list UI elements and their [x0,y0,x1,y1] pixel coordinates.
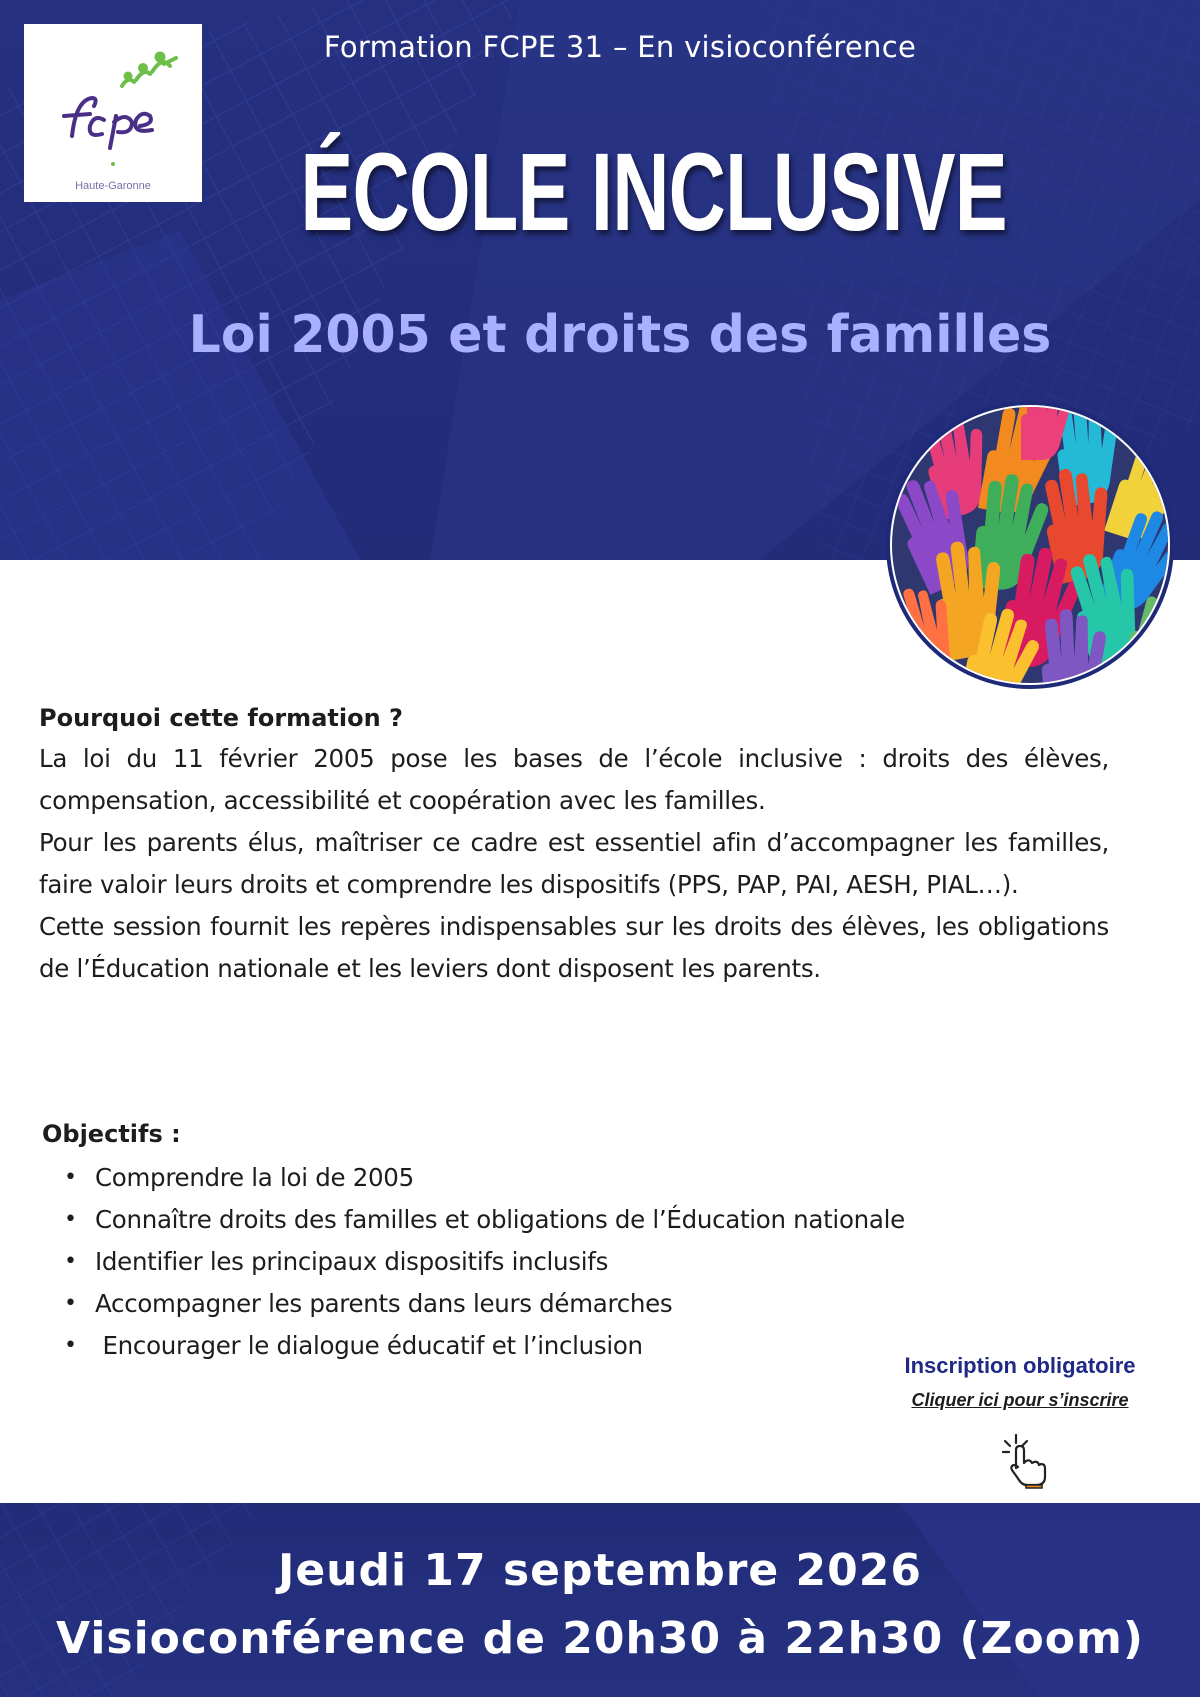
event-time: Visioconférence de 20h30 à 22h30 (Zoom) [56,1613,1144,1664]
registration-block [860,1350,1180,1411]
why-heading: Pourquoi cette formation ? [39,704,403,732]
objective-item [42,1199,1042,1241]
register-link[interactable]: Cliquer ici pour s’inscrire [911,1390,1129,1410]
pointing-hand-click-icon[interactable] [1002,1433,1064,1489]
event-date: Jeudi 17 septembre 2026 [277,1545,923,1596]
why-section [39,698,1109,990]
why-paragraph: Cette session fournit les repères indispensables sur les droits des élèves, les obligations de l’Éducation nationale et les leviers dont disposent les parents. [39,912,1109,983]
objective-text: Comprendre la loi de 2005 [95,1163,414,1192]
objective-text: Connaître droits des familles et obligations de l’Éducation nationale [95,1205,905,1234]
objectives-heading: Objectifs : [42,1120,181,1148]
bullet-icon: • [64,1249,77,1274]
fcpe-logo [24,24,202,202]
logo-region-label: Haute-Garonne [75,180,151,192]
bullet-icon: • [64,1333,77,1358]
objective-item [42,1283,1042,1325]
page-title: ÉCOLE INCLUSIVE [300,131,1007,254]
objective-item [42,1241,1042,1283]
objectives-section [42,1115,1042,1367]
objective-item [42,1157,1042,1199]
why-paragraph: La loi du 11 février 2005 pose les bases de l’école inclusive : droits des élèves, compensation, accessibilité et coopération avec les familles. [39,744,1109,815]
objective-text: Identifier les principaux dispositifs inclusifs [95,1247,609,1276]
page-subtitle: Loi 2005 et droits des familles [188,305,1052,365]
bullet-icon: • [64,1165,77,1190]
objectives-list [42,1157,1042,1367]
bullet-icon: • [64,1291,77,1316]
fcpe-logo-mark [24,24,202,202]
event-line: Formation FCPE 31 – En visioconférence [323,30,917,64]
why-paragraph: Pour les parents élus, maîtriser ce cadre est essentiel afin d’accompagner les familles, faire valoir leurs droits et comprendre les dispositifs (PPS, PAP, PAI, AESH, PIAL…). [39,828,1109,899]
bullet-icon: • [64,1207,77,1232]
objective-text: Accompagner les parents dans leurs démarches [95,1289,673,1318]
footer-banner [0,1503,1200,1697]
raised-hands-circle-icon [885,400,1175,690]
objective-text: Encourager le dialogue éducatif et l’inclusion [95,1331,643,1360]
registration-label: Inscription obligatoire [904,1353,1136,1378]
